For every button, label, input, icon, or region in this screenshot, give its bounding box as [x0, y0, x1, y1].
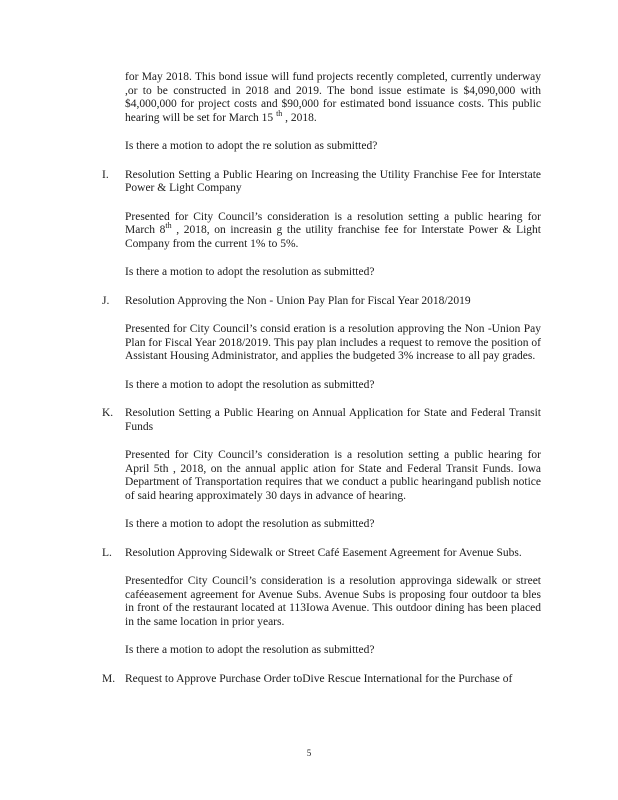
item-letter: M.	[102, 672, 116, 685]
body-text-segment: , 2018, on increasin g the utility franchise fee for Interstate Power & Light Company from the current 1% to 5%.	[125, 224, 541, 250]
body-text-segment: for May 2018. This bond issue will fund projects recently completed, currently underway ,or to be constructed in 2018 and 2019. The bond issue estimate is $4,090,000 with $4,000,000 for project costs and $90,000 for estimated bond issuance costs. This public hearing will be set for March 15	[125, 71, 541, 124]
item-title: Resolution Approving Sidewalk or Street Café Easement Agreement for Avenue Subs.	[125, 546, 522, 559]
page-number: 5	[306, 748, 312, 758]
agenda-item-i	[102, 168, 541, 280]
agenda-item-l	[102, 546, 541, 658]
body-text-segment: , 2018.	[282, 111, 317, 124]
item-letter: J.	[102, 294, 110, 307]
agenda-item-j	[102, 294, 541, 393]
continuation-paragraph	[125, 71, 541, 125]
motion-question: Is there a motion to adopt the resolution as submitted?	[125, 266, 375, 278]
item-title: Request to Approve Purchase Order toDive Rescue International for the Purchase of	[125, 672, 513, 685]
item-body: Presented for City Council’s consideration is a resolution setting a public hearing for April 5th , 2018, on the annual applic ation for State and Federal Transit Funds. Iowa Department of Transportation requires that we conduct a public hearingand publish notice of said hearing approximately 30 days in advance of hearing.	[125, 449, 541, 502]
item-body: Presented for City Council’s consid eration is a resolution approving the Non -Union Pay Plan for Fiscal Year 2018/2019. This pay plan includes a request to remove the position of Assistant Housing Administrator, and applies the budgeted 3% increase to all pay grades.	[125, 323, 541, 362]
item-title: Resolution Setting a Public Hearing on Increasing the Utility Franchise Fee for Interstate Power & Light Company	[125, 168, 541, 194]
agenda-item-m	[102, 672, 541, 687]
item-body: Presentedfor City Council’s consideration is a resolution approvinga sidewalk or street caféeasement agreement for Avenue Subs. Avenue Subs is proposing four outdoor ta bles in front of the restaurant located at 113Iowa Avenue. This outdoor dining has been placed in the same location in prior years.	[125, 575, 541, 628]
motion-question: Is there a motion to adopt the re solution as submitted?	[125, 140, 378, 152]
ordinal-superscript: th	[165, 221, 172, 231]
item-letter: L.	[102, 546, 112, 559]
item-letter: K.	[102, 407, 114, 419]
item-letter: I.	[102, 168, 109, 181]
agenda-item-k	[102, 407, 541, 532]
motion-question: Is there a motion to adopt the resolution as submitted?	[125, 518, 375, 530]
page-content	[102, 71, 541, 701]
motion-question: Is there a motion to adopt the resolution as submitted?	[125, 378, 375, 391]
item-body	[125, 211, 541, 252]
item-title: Resolution Approving the Non - Union Pay Plan for Fiscal Year 2018/2019	[125, 294, 471, 307]
motion-question: Is there a motion to adopt the resolution as submitted?	[125, 644, 375, 656]
item-title: Resolution Setting a Public Hearing on Annual Application for State and Federal Transit Funds	[125, 407, 541, 433]
ordinal-superscript: th	[276, 108, 283, 118]
body-text-segment: Presented for City Council’s consideration is a resolution setting a public hearing for March 8	[125, 210, 541, 236]
